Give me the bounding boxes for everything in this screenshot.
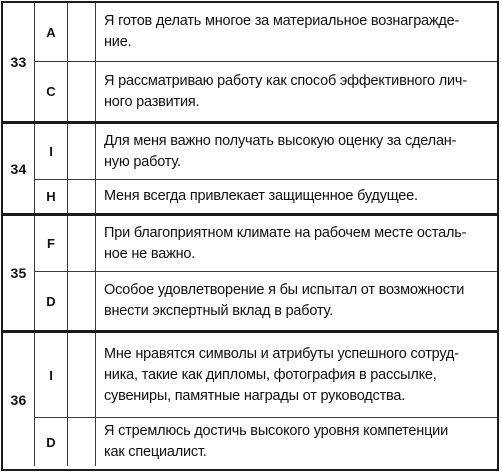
answer-letter: D [35,272,68,330]
table-row [35,124,497,179]
answer-letter: H [35,180,68,213]
question-group-33 [3,3,497,121]
statement-text [96,180,497,213]
answer-letter: A [35,3,68,61]
table-row [35,216,497,271]
answer-letter: D [35,418,68,466]
questionnaire-table [1,1,499,471]
statement-text [96,272,497,330]
mark-cell[interactable] [68,62,96,121]
table-row [35,333,497,417]
statement-line: ника, такие как дипломы, фотография в рассылке, [104,366,437,383]
statement-text [96,418,497,466]
statement-line: ное не важно. [104,245,196,262]
table-row [35,179,497,213]
question-group-35 [3,213,497,330]
answer-letter: I [35,124,68,179]
statement-text [96,3,497,61]
statement-line: внести экспертный вклад в работу. [104,303,333,319]
statement-line: Я готов делать многое за материальное вознагражде- [104,13,460,29]
statement-text [96,333,497,417]
statement-text [96,124,497,179]
statement-line: как специалист. [104,444,207,460]
group-number: 34 [3,124,35,213]
statement-line: Для меня важно получать высокую оценку за сделан- [104,132,457,149]
mark-cell[interactable] [68,272,96,330]
mark-cell[interactable] [68,418,96,466]
statement-line: Особое удовлетворение я бы испытал от возможности [104,282,465,298]
table-row [35,3,497,61]
mark-cell[interactable] [68,216,96,271]
question-group-36 [3,330,497,466]
group-number: 35 [3,216,35,330]
statement-line: ние. [104,34,132,50]
mark-cell[interactable] [68,124,96,179]
answer-letter: I [35,333,68,417]
answer-letter: C [35,62,68,121]
statement-text [96,62,497,121]
statement-line: Мне нравятся символы и атрибуты успешного сотруд- [104,345,459,362]
statement-line: Я рассматриваю работу как способ эффективного лич- [104,72,467,89]
statement-line: При благоприятном климате на рабочем месте осталь- [104,224,467,241]
statement-line: сувениры, памятные награды от руководства. [104,387,406,404]
statement-line: Я стремлюсь достичь высокого уровня компетенции [104,423,448,439]
mark-cell[interactable] [68,180,96,213]
statement-text [96,216,497,271]
statement-line: ную работу. [104,153,181,170]
table-row [35,271,497,330]
table-row [35,417,497,466]
group-number: 33 [3,3,35,121]
table-row [35,61,497,121]
mark-cell[interactable] [68,333,96,417]
statement-line: Меня всегда привлекает защищенное будущее. [104,188,418,204]
mark-cell[interactable] [68,3,96,61]
answer-letter: F [35,216,68,271]
statement-line: ного развития. [104,93,200,110]
question-group-34 [3,121,497,213]
group-number: 36 [3,333,35,466]
